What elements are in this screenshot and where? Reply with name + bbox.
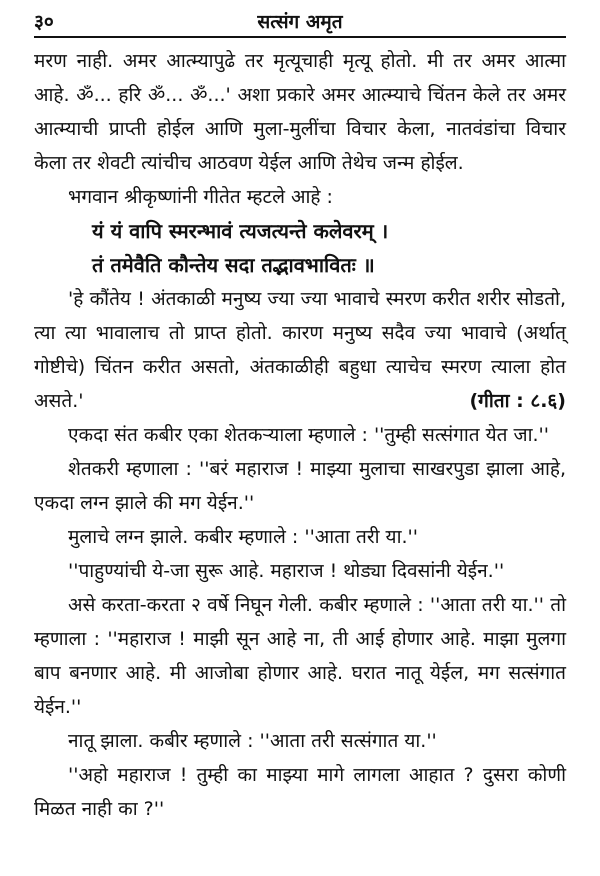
verse-translation <box>34 282 566 418</box>
translation-text: 'हे कौंतेय ! अंतकाळी मनुष्य ज्या ज्या भावाचे स्मरण करीत शरीर सोडतो, त्या त्या भावालाच तो प्राप्त होतो. कारण मनुष्य सदैव ज्या भावाचे (अर्थात् गोष्टीचे) चिंतन करीत असतो, अंतकाळीही बहुधा त्याचेच स्मरण त्याला होत असते.' <box>34 288 566 412</box>
dialogue-paragraph: नातू झाला. कबीर म्हणाले : ''आता तरी सत्संगात या.'' <box>68 730 437 752</box>
dialogue-paragraph: ''पाहुण्यांची ये-जा सुरू आहे. महाराज ! थोड्या दिवसांनी येईन.'' <box>68 560 505 582</box>
dialogue-paragraph: मुलाचे लग्न झाले. कबीर म्हणाले : ''आता तरी या.'' <box>68 526 418 548</box>
running-title: सत्संग अमृत <box>257 11 343 33</box>
page-body <box>34 44 566 826</box>
gita-verse-line: तं तमेवैति कौन्तेय सदा तद्भावभावितः ॥ <box>92 253 375 277</box>
page-header <box>34 6 566 38</box>
dialogue-paragraph: असे करता-करता २ वर्षे निघून गेली. कबीर म्हणाले : ''आता तरी या.'' तो म्हणाला : ''महाराज ! माझी सून आहे ना, ती आई होणार आहे. माझा मुलगा बाप बनणार आहे. मी आजोबा होणार आहे. घरात नातू येईल, मग सत्संगात येईन.'' <box>34 594 566 718</box>
page-number: ३० <box>34 11 54 33</box>
paragraph: मरण नाही. अमर आत्म्यापुढे तर मृत्यूचाही मृत्यू होतो. मी तर अमर आत्मा आहे. ॐ... हरि ॐ... ॐ...' अशा प्रकारे अमर आत्म्याचे चिंतन केले तर अमर आत्म्याची प्राप्ती होईल आणि मुला-मुलींचा विचार केला, नातवंडांचा विचार केला तर शेवटी त्यांचीच आठवण येईल आणि तेथेच जन्म होईल. <box>34 50 566 174</box>
dialogue-paragraph: शेतकरी म्हणाला : ''बरं महाराज ! माझ्या मुलाचा साखरपुडा झाला आहे, एकदा लग्न झाले की मग येईन.'' <box>34 458 566 514</box>
verse-reference: (गीता : ८.६) <box>469 390 566 412</box>
paragraph: भगवान श्रीकृष्णांनी गीतेत म्हटले आहे : <box>68 186 333 208</box>
dialogue-paragraph: एकदा संत कबीर एका शेतकऱ्याला म्हणाले : ''तुम्ही सत्संगात येत जा.'' <box>68 424 550 446</box>
gita-verse-line: यं यं वापि स्मरन्भावं त्यजत्यन्ते कलेवरम् । <box>92 219 389 243</box>
dialogue-paragraph: ''अहो महाराज ! तुम्ही का माझ्या मागे लागला आहात ? दुसरा कोणी मिळत नाही का ?'' <box>34 764 566 820</box>
